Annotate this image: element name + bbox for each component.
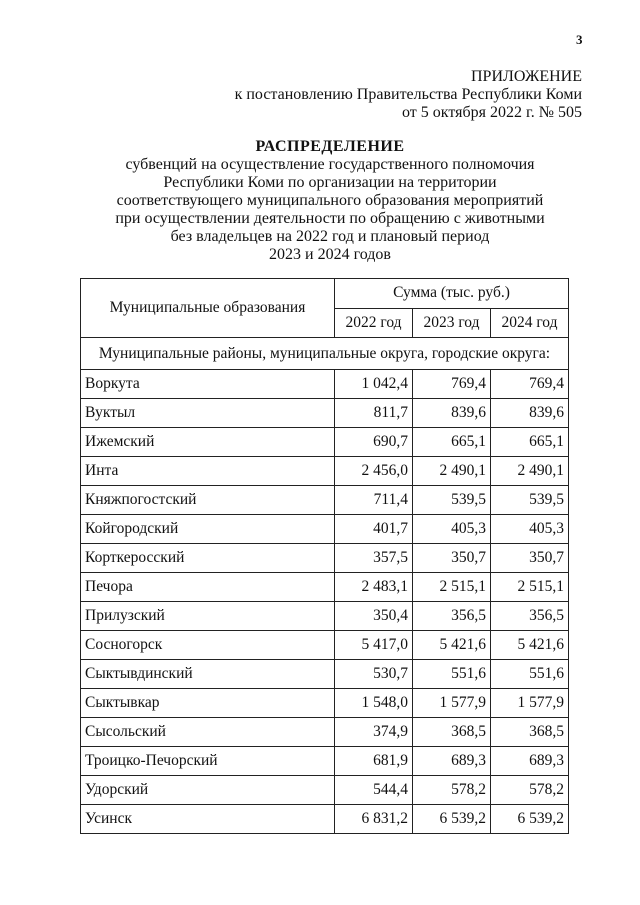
table-row [81,718,569,747]
amount-2022: 811,7 [335,399,413,428]
municipality-name: Прилузский [81,602,335,631]
amount-2023: 539,5 [412,486,490,515]
amount-2024: 769,4 [490,370,568,399]
amount-2023: 551,6 [412,660,490,689]
amount-2022: 690,7 [335,428,413,457]
table-row [81,399,569,428]
header-year-2024: 2024 год [490,308,568,338]
table-row [81,747,569,776]
page-number: 3 [576,32,583,47]
title-line: Республики Коми по организации на территории [163,174,497,191]
amount-2024: 405,3 [490,515,568,544]
title-line: без владельцев на 2022 год и плановый период [170,228,490,245]
table-row [81,776,569,805]
municipality-name: Корткеросский [81,544,335,573]
table-row [81,660,569,689]
municipality-name: Троицко-Печорский [81,747,335,776]
appendix-block [235,68,582,122]
municipality-name: Койгородский [81,515,335,544]
table-row [81,457,569,486]
amount-2023: 356,5 [412,602,490,631]
amount-2023: 839,6 [412,399,490,428]
title-line: соответствующего муниципального образования мероприятий [116,192,544,209]
amount-2023: 368,5 [412,718,490,747]
amount-2023: 5 421,6 [412,631,490,660]
document-title-block [80,138,580,264]
document-title: РАСПРЕДЕЛЕНИЕ [255,138,405,155]
section-label: Муниципальные районы, муниципальные округа, городские округа: [81,338,569,370]
municipality-name: Сысольский [81,718,335,747]
amount-2023: 6 539,2 [412,805,490,834]
amount-2024: 689,3 [490,747,568,776]
title-line: при осуществлении деятельности по обращению с животными [115,210,545,227]
amount-2022: 401,7 [335,515,413,544]
header-sum: Сумма (тыс. руб.) [335,279,569,309]
amount-2022: 2 456,0 [335,457,413,486]
municipality-name: Ижемский [81,428,335,457]
table-row [81,486,569,515]
table-body [81,338,569,834]
amount-2022: 530,7 [335,660,413,689]
amount-2023: 2 515,1 [412,573,490,602]
municipality-name: Инта [81,457,335,486]
municipality-name: Сыктывкар [81,689,335,718]
table-row [81,428,569,457]
header-year-2023: 2023 год [412,308,490,338]
header-year-2022: 2022 год [335,308,413,338]
table-row [81,602,569,631]
municipality-name: Усинск [81,805,335,834]
amount-2024: 5 421,6 [490,631,568,660]
appendix-resolution: к постановлению Правительства Республики Коми [234,86,582,103]
table-row [81,515,569,544]
municipality-name: Княжпогостский [81,486,335,515]
amount-2024: 1 577,9 [490,689,568,718]
amount-2022: 6 831,2 [335,805,413,834]
municipality-name: Сыктывдинский [81,660,335,689]
amount-2023: 405,3 [412,515,490,544]
municipality-name: Воркута [81,370,335,399]
amount-2024: 551,6 [490,660,568,689]
table-row [81,573,569,602]
amount-2022: 5 417,0 [335,631,413,660]
title-line: 2023 и 2024 годов [269,246,391,263]
municipality-name: Сосногорск [81,631,335,660]
table-row [81,689,569,718]
table-row [81,805,569,834]
amount-2023: 689,3 [412,747,490,776]
amount-2024: 350,7 [490,544,568,573]
amount-2022: 350,4 [335,602,413,631]
amount-2023: 2 490,1 [412,457,490,486]
amount-2024: 578,2 [490,776,568,805]
amount-2022: 544,4 [335,776,413,805]
municipality-name: Вуктыл [81,399,335,428]
amount-2022: 681,9 [335,747,413,776]
amount-2024: 665,1 [490,428,568,457]
amount-2024: 2 515,1 [490,573,568,602]
amount-2024: 839,6 [490,399,568,428]
appendix-title: ПРИЛОЖЕНИЕ [470,68,582,85]
table-row [81,631,569,660]
appendix-date: от 5 октября 2022 г. № 505 [401,104,582,121]
amount-2023: 1 577,9 [412,689,490,718]
amount-2023: 350,7 [412,544,490,573]
table-row [81,370,569,399]
amount-2022: 711,4 [335,486,413,515]
distribution-table [80,278,569,834]
municipality-name: Удорский [81,776,335,805]
amount-2023: 665,1 [412,428,490,457]
title-line: субвенций на осуществление государственного полномочия [125,156,535,173]
amount-2022: 1 042,4 [335,370,413,399]
amount-2022: 357,5 [335,544,413,573]
amount-2024: 539,5 [490,486,568,515]
amount-2022: 1 548,0 [335,689,413,718]
header-municipal: Муниципальные образования [81,279,335,338]
municipality-name: Печора [81,573,335,602]
table-row [81,544,569,573]
amount-2024: 6 539,2 [490,805,568,834]
amount-2024: 368,5 [490,718,568,747]
amount-2024: 356,5 [490,602,568,631]
amount-2023: 578,2 [412,776,490,805]
amount-2022: 374,9 [335,718,413,747]
amount-2023: 769,4 [412,370,490,399]
amount-2024: 2 490,1 [490,457,568,486]
amount-2022: 2 483,1 [335,573,413,602]
